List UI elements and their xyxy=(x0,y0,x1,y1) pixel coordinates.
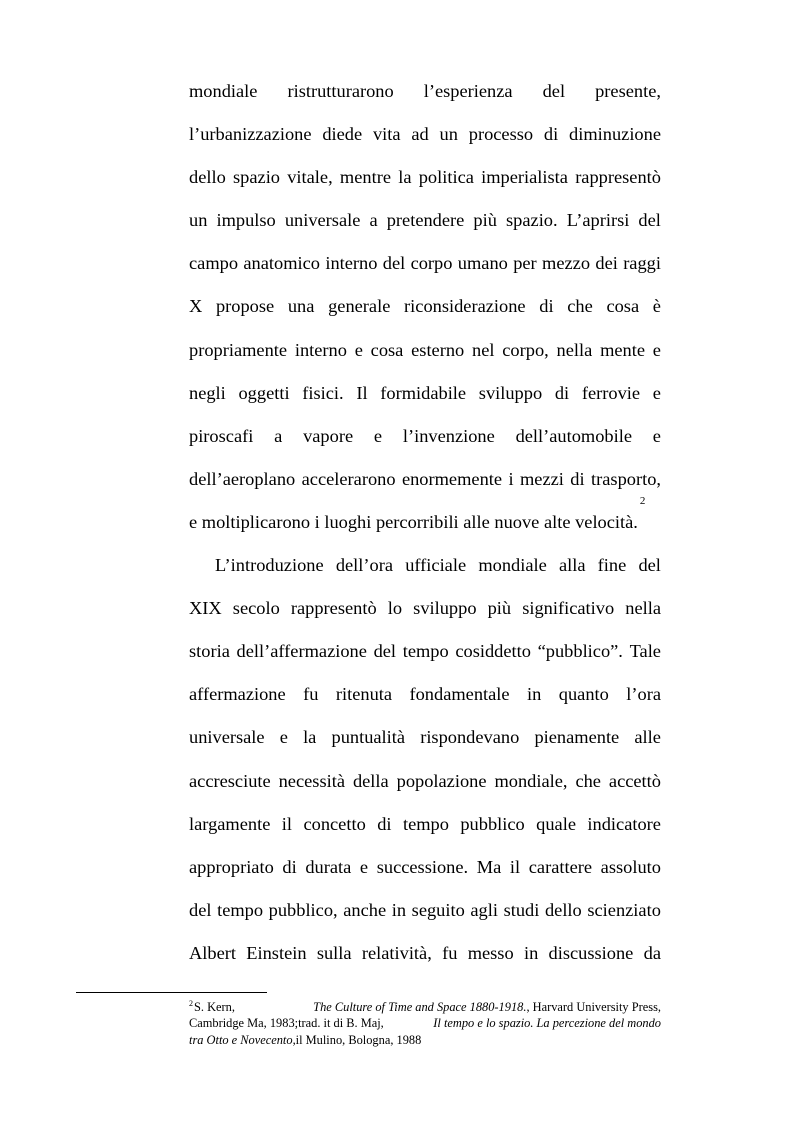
word: carattere xyxy=(528,856,593,877)
word: vapore xyxy=(303,425,354,446)
text-line-5 xyxy=(189,242,661,285)
word: in xyxy=(523,942,539,963)
word: per xyxy=(513,253,537,274)
word: agli xyxy=(470,899,498,920)
word: indicatore xyxy=(587,813,661,834)
word: dello xyxy=(544,899,582,920)
word: il xyxy=(509,856,521,877)
word: L’introduzione xyxy=(215,555,324,576)
text-line-11 xyxy=(189,494,661,544)
word: studi xyxy=(503,899,540,920)
text-line-19 xyxy=(189,846,661,889)
word: pubblico, xyxy=(268,899,338,920)
word: alle xyxy=(634,727,661,748)
text-line-13 xyxy=(189,587,661,630)
word: un xyxy=(439,124,458,145)
word: di xyxy=(570,468,585,489)
word: interno xyxy=(325,253,378,274)
word: trasporto, xyxy=(591,468,661,489)
word: cosa xyxy=(606,296,640,317)
footnote-reference[interactable]: 2 xyxy=(639,494,646,507)
word: pubblico xyxy=(460,813,525,834)
word: una xyxy=(287,296,315,317)
word: XIX xyxy=(189,598,222,619)
text-line-17 xyxy=(189,760,661,803)
word: discussione xyxy=(548,942,634,963)
word: pienamente xyxy=(534,727,620,748)
text-line-1 xyxy=(189,70,661,113)
word: cosa xyxy=(370,339,404,360)
text-line-18 xyxy=(189,803,661,846)
word: la xyxy=(303,727,317,748)
word: dell’affermazione xyxy=(236,641,367,662)
word: processo xyxy=(468,124,534,145)
word: l’urbanizzazione xyxy=(189,124,312,145)
word: di xyxy=(539,296,554,317)
word: successione. xyxy=(376,856,469,877)
word: largamente xyxy=(189,813,271,834)
word: secolo xyxy=(232,598,280,619)
word: umano xyxy=(457,253,508,274)
word: fine xyxy=(597,555,627,576)
word: del xyxy=(638,555,661,576)
footnote-title-en: The Culture of Time and Space 1880-1918., Harvard University Press, xyxy=(313,1000,661,1014)
word: assoluto xyxy=(600,856,661,877)
main-text xyxy=(189,70,661,975)
footnote-place-year: Cambridge Ma, 1983;trad. it di B. Maj, xyxy=(189,1016,384,1031)
footnote-line-2 xyxy=(189,1015,661,1031)
word: imperialista xyxy=(481,167,568,188)
word: dell’automobile xyxy=(515,425,633,446)
word: e xyxy=(652,339,661,360)
word: Einstein xyxy=(246,942,307,963)
word: il xyxy=(281,813,293,834)
word: accettò xyxy=(608,770,661,791)
word: messo xyxy=(467,942,514,963)
word: L’aprirsi xyxy=(566,210,630,231)
word: accresciute xyxy=(189,770,271,791)
word: dell’aeroplano xyxy=(189,468,296,489)
word: politica xyxy=(418,167,474,188)
word: i xyxy=(508,468,514,489)
word: seguito xyxy=(411,899,465,920)
word: l’ora xyxy=(626,684,661,705)
text-line-7 xyxy=(189,329,661,372)
word: generale xyxy=(328,296,391,317)
word: anatomico xyxy=(243,253,320,274)
word: sviluppo xyxy=(413,598,477,619)
word: mondiale xyxy=(478,555,547,576)
word: mondiale, xyxy=(494,770,568,791)
word: negli xyxy=(189,382,226,403)
word: e xyxy=(359,856,369,877)
word: spazio xyxy=(233,167,280,188)
word: propose xyxy=(215,296,275,317)
word: pretendere xyxy=(386,210,465,231)
word: in xyxy=(527,684,542,705)
word: fu xyxy=(303,684,319,705)
word: mezzi xyxy=(519,468,564,489)
word: sulla xyxy=(316,942,352,963)
footnote-divider xyxy=(76,992,267,993)
word: diminuzione xyxy=(569,124,661,145)
word: sviluppo xyxy=(478,382,543,403)
word: X xyxy=(189,296,203,317)
word: fisici. xyxy=(302,382,344,403)
word: diede xyxy=(322,124,363,145)
word: oggetti xyxy=(238,382,290,403)
word: alla xyxy=(558,555,586,576)
word: spazio. xyxy=(506,210,558,231)
word: dei xyxy=(595,253,618,274)
word: che xyxy=(575,770,601,791)
word: un xyxy=(189,210,208,231)
word: e xyxy=(354,339,363,360)
word: durata xyxy=(305,856,352,877)
word: propriamente xyxy=(189,339,288,360)
word: formidabile xyxy=(380,382,467,403)
text-line-6 xyxy=(189,285,661,328)
word: di xyxy=(282,856,297,877)
word: ritenuta xyxy=(335,684,393,705)
word: puntualità xyxy=(331,727,406,748)
word: rappresentò xyxy=(575,167,661,188)
word: di xyxy=(543,124,559,145)
word: mezzo xyxy=(542,253,591,274)
text-line-3 xyxy=(189,156,661,199)
text-line-2 xyxy=(189,113,661,156)
word: del xyxy=(373,641,397,662)
word: rispondevano xyxy=(420,727,520,748)
word: riconsiderazione xyxy=(404,296,526,317)
word: Tale xyxy=(629,641,661,662)
footnote-publisher-it: il Mulino, Bologna, 1988 xyxy=(295,1032,422,1047)
word: “pubblico”. xyxy=(537,641,623,662)
word: tempo xyxy=(402,641,449,662)
word: esterno xyxy=(411,339,465,360)
text-line-10 xyxy=(189,458,661,501)
word: fondamentale xyxy=(409,684,510,705)
word: rappresentò xyxy=(290,598,377,619)
word: la xyxy=(398,167,412,188)
text-line-11-content: e moltiplicarono i luoghi percorribili alle nuove alte velocità. xyxy=(189,511,638,532)
word: Il xyxy=(356,382,368,403)
footnote-number: 2 xyxy=(189,999,193,1008)
word: scienziato xyxy=(587,899,661,920)
word: quanto xyxy=(558,684,609,705)
word: universale xyxy=(284,210,361,231)
footnote-author: $^2$S. Kern, xyxy=(189,999,235,1014)
footnote xyxy=(189,999,661,1048)
footnote-line-3 xyxy=(189,1032,661,1048)
word: universale xyxy=(189,727,265,748)
text-line-21 xyxy=(189,932,661,975)
footnote-title-it-1: Il tempo e lo spazio. La percezione del mondo xyxy=(433,1016,661,1031)
word: nella xyxy=(556,339,593,360)
text-line-12 xyxy=(189,544,661,587)
text-line-20 xyxy=(189,889,661,932)
word: necessità xyxy=(278,770,345,791)
text-line-8 xyxy=(189,372,661,415)
word: nel xyxy=(472,339,495,360)
word: piroscafi xyxy=(189,425,254,446)
text-line-16 xyxy=(189,716,661,759)
word: ristrutturarono xyxy=(287,81,394,101)
word: enormemente xyxy=(401,468,503,489)
word: tempo xyxy=(402,813,449,834)
text-line-14 xyxy=(189,630,661,673)
word: presente, xyxy=(595,81,661,101)
word: in xyxy=(391,899,407,920)
word: della xyxy=(352,770,389,791)
word: popolazione xyxy=(396,770,487,791)
word: e xyxy=(652,382,661,403)
word: affermazione xyxy=(189,684,286,705)
word: mente xyxy=(600,339,645,360)
word: dello xyxy=(189,167,226,188)
word: Ma xyxy=(476,856,502,877)
word: l’esperienza xyxy=(423,81,513,101)
word: del xyxy=(189,899,212,920)
text-line-4 xyxy=(189,199,661,242)
word: corpo, xyxy=(502,339,549,360)
word: che xyxy=(567,296,593,317)
word: di xyxy=(377,813,392,834)
word: ad xyxy=(411,124,429,145)
word: interno xyxy=(294,339,347,360)
word: dell’ora xyxy=(335,555,393,576)
word: raggi xyxy=(623,253,661,274)
word: del xyxy=(542,81,566,101)
word: a xyxy=(369,210,378,231)
word: più xyxy=(487,598,512,619)
word: anche xyxy=(343,899,387,920)
word: più xyxy=(473,210,497,231)
word: cosiddetto xyxy=(455,641,531,662)
word: quale xyxy=(536,813,576,834)
text-line-9 xyxy=(189,415,661,458)
word: accelerarono xyxy=(301,468,396,489)
word: l’invenzione xyxy=(402,425,495,446)
word: vita xyxy=(372,124,401,145)
word: vitale, xyxy=(287,167,333,188)
word: mondiale xyxy=(189,81,258,101)
word: impulso xyxy=(216,210,276,231)
word: fu xyxy=(442,942,458,963)
word: ufficiale xyxy=(405,555,467,576)
text-line-15 xyxy=(189,673,661,716)
word: mentre xyxy=(339,167,391,188)
word: significativo xyxy=(522,598,615,619)
word: storia xyxy=(189,641,230,662)
word: è xyxy=(652,296,661,317)
word: a xyxy=(274,425,283,446)
word: Albert xyxy=(189,942,236,963)
word: corpo xyxy=(410,253,453,274)
word: appropriato xyxy=(189,856,274,877)
word: e xyxy=(652,425,661,446)
word: relatività, xyxy=(361,942,432,963)
word: ferrovie xyxy=(581,382,641,403)
word: del xyxy=(638,210,661,231)
word: da xyxy=(643,942,661,963)
footnote-title-it-2: tra Otto e Novecento, xyxy=(189,1032,296,1047)
word: concetto xyxy=(303,813,366,834)
word: di xyxy=(554,382,570,403)
word: tempo xyxy=(217,899,264,920)
word: lo xyxy=(387,598,403,619)
word: nella xyxy=(625,598,661,619)
word: e xyxy=(373,425,383,446)
word: e xyxy=(279,727,288,748)
word: campo xyxy=(189,253,239,274)
word: del xyxy=(382,253,406,274)
footnote-line-1 xyxy=(189,999,661,1015)
